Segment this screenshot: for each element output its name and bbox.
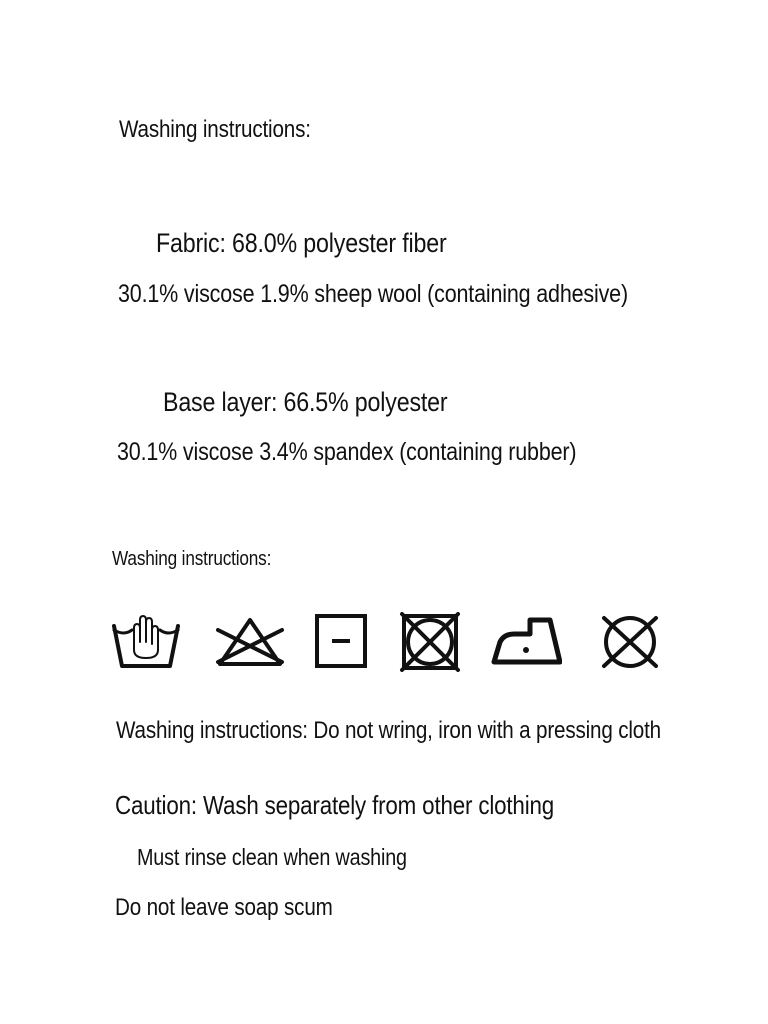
hand-wash-icon xyxy=(110,612,182,672)
fabric-composition-line2: 30.1% viscose 1.9% sheep wool (containing adhesive) xyxy=(118,280,628,308)
do-not-dry-clean-icon xyxy=(594,612,666,672)
base-layer-composition-line2: 30.1% viscose 3.4% spandex (containing rubber) xyxy=(117,438,577,466)
rinse-text: Must rinse clean when washing xyxy=(137,844,407,870)
soap-text: Do not leave soap scum xyxy=(115,894,333,921)
care-symbols-heading: Washing instructions: xyxy=(112,548,272,570)
base-layer-composition-line1: Base layer: 66.5% polyester xyxy=(163,387,448,417)
flat-dry-icon xyxy=(305,612,377,672)
washing-instructions-title: Washing instructions: xyxy=(119,116,311,143)
care-note: Washing instructions: Do not wring, iron with a pressing cloth xyxy=(116,717,661,744)
caution-text: Caution: Wash separately from other clothing xyxy=(115,790,555,820)
fabric-composition-line1: Fabric: 68.0% polyester fiber xyxy=(156,228,447,258)
do-not-bleach-icon xyxy=(214,612,286,672)
do-not-tumble-dry-icon xyxy=(394,612,466,672)
iron-icon xyxy=(490,612,562,672)
